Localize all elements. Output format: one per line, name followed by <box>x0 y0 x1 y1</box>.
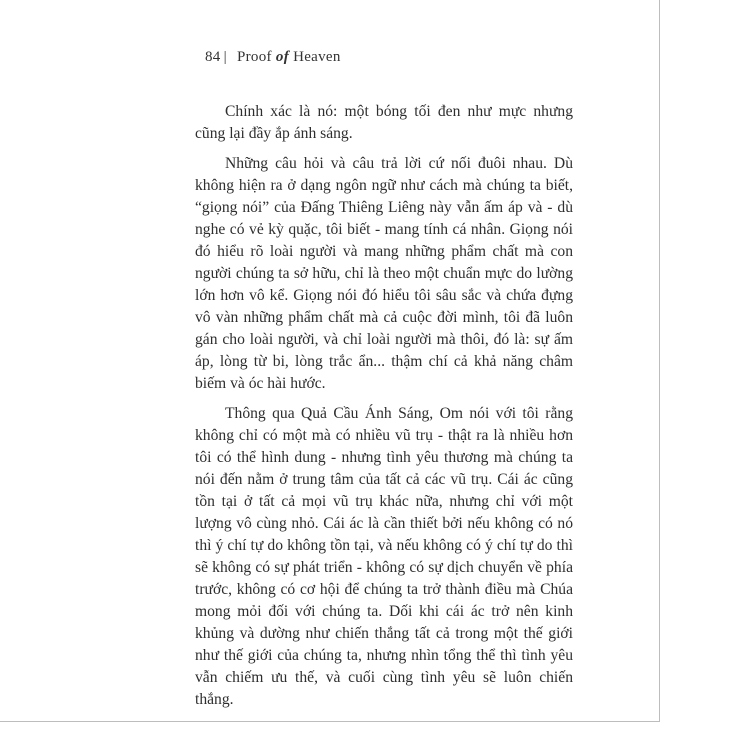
book-title-heaven: Heaven <box>293 49 341 65</box>
paragraph-1: Chính xác là nó: một bóng tối đen như mực nhưng cũng lại đầy ắp ánh sáng. <box>195 103 573 142</box>
running-head <box>205 49 341 66</box>
book-title-of: of <box>275 49 289 65</box>
book-title-proof: Proof <box>236 49 272 65</box>
page-number: 84 <box>205 49 221 65</box>
header-separator: | <box>223 49 227 65</box>
paragraph-2: Những câu hỏi và câu trả lời cứ nối đuôi nhau. Dù không hiện ra ở dạng ngôn ngữ như cách mà chúng ta biết, “giọng nói” của Đấng Thiêng Liêng này vẫn ấm áp và - dù nghe có vẻ kỳ quặc, tôi biết - mang tính cá nhân. Giọng nói đó hiểu rõ loài người và mang những phẩm chất mà con người chúng ta sở hữu, chỉ là theo một chuẩn mực do lường lớn hơn vô kể. Giọng nói đó hiểu tôi sâu sắc và chứa đựng vô vàn những phẩm chất mà cả cuộc đời mình, tôi đã luôn gán cho loài người, và chỉ loài người mà thôi, đó là: sự ấm áp, lòng từ bi, lòng trắc ẩn... thậm chí cả khả năng châm biếm và óc hài hước. <box>195 155 573 392</box>
paragraph-3: Thông qua Quả Cầu Ánh Sáng, Om nói với tôi rằng không chỉ có một mà có nhiều vũ trụ - thật ra là nhiều hơn tôi có thể hình dung - nhưng tình yêu thương mà chúng ta nói đến nằm ở trung tâm của tất cả các vũ trụ. Cái ác cũng tồn tại ở tất cả mọi vũ trụ khác nữa, nhưng chỉ với một lượng vô cùng nhỏ. Cái ác là cần thiết bởi nếu không có nó thì ý chí tự do không tồn tại, và nếu không có ý chí tự do thì sẽ không có sự phát triển - không có sự dịch chuyển về phía trước, không có cơ hội để chúng ta trở thành điều mà Chúa mong mỏi đối với chúng ta. Dối khi cái ác trở nên kinh khủng và dường như chiến thắng tất cả trong một thế giới như thế giới của chúng ta, nhưng nhìn tổng thể thì tình yêu vẫn chiếm ưu thế, và cuối cùng tình yêu sẽ luôn chiến thắng. <box>195 405 573 708</box>
body-text <box>195 101 573 719</box>
